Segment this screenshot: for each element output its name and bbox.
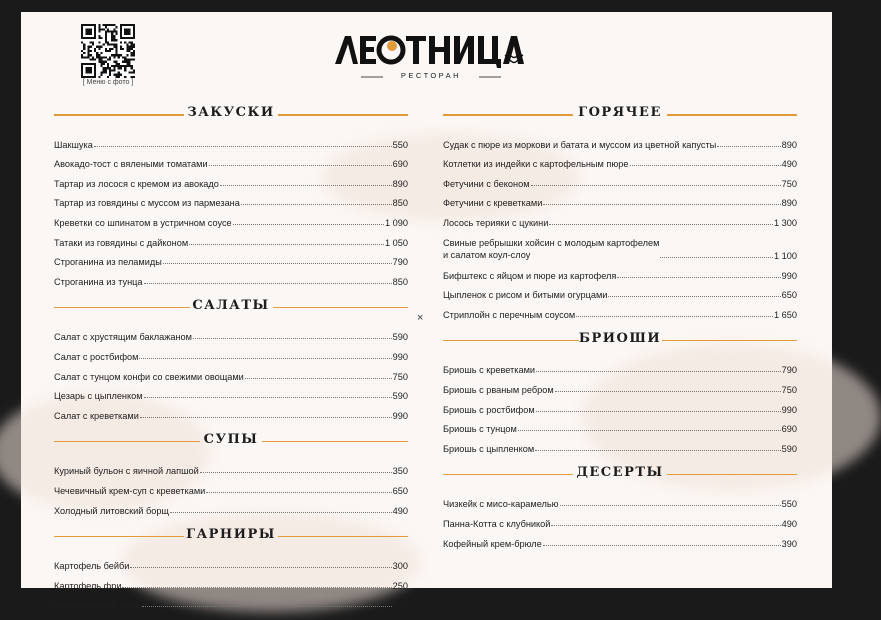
menu-item-name: Холодный литовский борщ [54, 505, 169, 516]
menu-item-name: Шакшука [54, 139, 93, 150]
menu-item [54, 591, 408, 611]
dot-leader [241, 204, 392, 205]
menu-item [443, 434, 797, 454]
dot-leader [660, 257, 773, 258]
section-header [54, 297, 408, 317]
menu-item [54, 323, 408, 343]
dot-leader [122, 587, 391, 588]
menu-item-name: Тартар из лосося с кремом из авокадо [54, 178, 219, 189]
menu-item-price: 850 [392, 276, 408, 287]
menu-item [54, 401, 408, 421]
dot-leader [518, 430, 781, 431]
menu-item-price: 550 [392, 139, 408, 150]
section-header [54, 431, 408, 451]
menu-item [443, 281, 797, 301]
dot-leader [144, 397, 392, 398]
menu-item-price: 490 [392, 505, 408, 516]
menu-item-price: 790 [392, 257, 408, 268]
menu-item [54, 496, 408, 516]
menu-item-name: Чизкейк с мисо-карамелью [443, 499, 559, 510]
menu-item-name: Картофель фри [54, 580, 122, 591]
section-title: БРИОШИ [578, 330, 662, 346]
menu-item-price: 690 [392, 159, 408, 170]
menu-item [54, 476, 408, 496]
section-header [54, 526, 408, 546]
menu-item [54, 267, 408, 287]
menu-item-name-line2: и салатом коул-слоу [443, 249, 531, 260]
menu-item-name [443, 237, 659, 261]
menu-item-price: 890 [392, 178, 408, 189]
section-header [443, 464, 797, 484]
menu-column-right [443, 104, 797, 559]
menu-item [443, 490, 797, 510]
dot-leader [608, 296, 780, 297]
section-title: ЗАКУСКИ [187, 105, 275, 120]
menu-item-name: Бриошь с тунцом [443, 424, 517, 435]
dot-leader [206, 492, 391, 493]
menu-item [443, 208, 797, 228]
menu-item [54, 150, 408, 170]
menu-item-price: 1 100 [774, 250, 797, 261]
menu-item [443, 356, 797, 376]
section-header [443, 330, 797, 350]
menu-item-price: 590 [392, 391, 408, 402]
menu-item-name: Судак с пюре из моркови и батата и муссом из цветной капусты [443, 139, 717, 150]
menu-item-price: 300 [392, 561, 408, 572]
menu-item [54, 228, 408, 248]
dot-leader [551, 525, 780, 526]
menu-item [54, 189, 408, 209]
dot-leader [94, 146, 392, 147]
section-title: ГАРНИРЫ [186, 526, 276, 542]
menu-item-name: Кофейный крем-брюле [443, 538, 542, 549]
menu-item [443, 415, 797, 435]
dot-leader [130, 567, 391, 568]
menu-item-price: 550 [781, 499, 797, 510]
menu-item-price: 690 [781, 424, 797, 435]
menu-item-name: Бриошь с цыпленком [443, 443, 535, 454]
menu-item-name: Бриошь с рваным ребром [443, 384, 554, 395]
menu-item-name: Лосось терияки с цукини [443, 217, 549, 228]
section-gap [54, 421, 408, 431]
dot-leader [576, 316, 773, 317]
menu-item-price: 1 650 [774, 309, 797, 320]
dot-leader [536, 371, 781, 372]
logo-subtitle: РЕСТОРАН [400, 71, 462, 80]
menu-item [443, 395, 797, 415]
dot-leader [170, 512, 392, 513]
menu-item-name: Авокадо-тост с вялеными томатами [54, 159, 208, 170]
section-gap [54, 516, 408, 526]
menu-item-name: Цыпленок с рисом и битыми огурцами [443, 290, 608, 301]
menu-column-left [54, 104, 408, 620]
menu-item-name: Салат с тунцом конфи со свежими овощами [54, 371, 244, 382]
dot-leader [209, 165, 392, 166]
dot-leader [560, 505, 781, 506]
menu-item [54, 571, 408, 591]
section-gap [54, 287, 408, 297]
section-title: САЛАТЫ [192, 297, 270, 313]
menu-item [443, 150, 797, 170]
menu-item-price: 650 [392, 485, 408, 496]
dot-leader [543, 545, 781, 546]
menu-item-name: Куриный бульон с яичной лапшой [54, 466, 199, 477]
menu-item-name: Цезарь с цыпленком [54, 391, 143, 402]
dot-leader [142, 606, 392, 607]
dot-leader [245, 378, 392, 379]
dot-leader [233, 224, 384, 225]
logo-wordmark [331, 28, 526, 72]
dot-leader [189, 244, 384, 245]
menu-item-name: Чечевичный крем-суп с креветками [54, 485, 206, 496]
dot-leader [617, 277, 780, 278]
menu-item [54, 457, 408, 477]
menu-item-name: Бриошь с креветками [443, 365, 536, 376]
menu-item-name: Салат с креветками [54, 410, 139, 421]
dot-leader [163, 263, 392, 264]
dot-leader [717, 146, 780, 147]
menu-item-price: 790 [781, 365, 797, 376]
menu-item-price: 350 [392, 466, 408, 477]
menu-item-price: 990 [392, 351, 408, 362]
section-title: ДЕСЕРТЫ [576, 464, 664, 480]
dot-leader [193, 338, 392, 339]
menu-item-name: Фетучини с беконом [443, 178, 530, 189]
menu-item-name: Стриплойн с перечным соусом [443, 309, 576, 320]
menu-item-price: 490 [781, 159, 797, 170]
menu-item-price: 590 [392, 332, 408, 343]
restaurant-logo [331, 28, 526, 84]
menu-item-name: Тартар из говядины с муссом из пармезана [54, 198, 240, 209]
menu-item-name: Салат с ростбифом [54, 351, 139, 362]
dot-leader [220, 185, 392, 186]
menu-item-price: 650 [781, 290, 797, 301]
dot-leader [139, 358, 391, 359]
menu-item [443, 509, 797, 529]
menu-item-price: 890 [781, 139, 797, 150]
menu-item [54, 169, 408, 189]
qr-code-icon[interactable] [81, 24, 135, 78]
menu-item [54, 362, 408, 382]
menu-item-price: 490 [781, 518, 797, 529]
section-title: СУПЫ [203, 431, 259, 447]
dot-leader [543, 204, 780, 205]
menu-item-price: 250 [392, 580, 408, 591]
menu-item-price: 850 [392, 198, 408, 209]
menu-item-name: Креветки со шпинатом в устричном соусе [54, 217, 232, 228]
dot-leader [536, 411, 781, 412]
menu-item [54, 248, 408, 268]
section-title: ГОРЯЧЕЕ [578, 105, 662, 120]
dot-leader [144, 283, 392, 284]
section-header [54, 104, 408, 124]
dot-leader [549, 224, 773, 225]
menu-item-price: 990 [392, 410, 408, 421]
menu-item-price: 590 [781, 443, 797, 454]
menu-item-name: Строганина из тунца [54, 276, 143, 287]
menu-item-name: Татаки из говядины с дайконом [54, 237, 189, 248]
menu-item-price: 990 [781, 404, 797, 415]
dot-leader [535, 450, 780, 451]
menu-item-name-line1: Свиные ребрышки хойсин с молодым картофелем [443, 237, 660, 248]
menu-item-name: Панна-Котта с клубникой [443, 518, 551, 529]
menu-item-name: Салат с хрустящим баклажаном [54, 332, 192, 343]
qr-caption: [ Меню с фото ] [82, 79, 134, 86]
menu-item-price: 1 300 [774, 217, 797, 228]
dot-leader [140, 417, 392, 418]
menu-item-name: Фетучини с креветками [443, 198, 543, 209]
menu-item-price: 750 [781, 178, 797, 189]
menu-item-name: Строганина из пеламиды [54, 257, 162, 268]
dot-leader [531, 185, 781, 186]
menu-item [443, 228, 797, 261]
menu-item-price: 890 [781, 198, 797, 209]
dot-leader [630, 165, 781, 166]
menu-item-name: Картофель бейби [54, 561, 130, 572]
dot-leader [200, 472, 392, 473]
menu-item-price: 1 090 [385, 217, 408, 228]
close-icon[interactable]: × [417, 312, 424, 324]
menu-item-price: 750 [392, 371, 408, 382]
section-header [443, 104, 797, 124]
menu-item [443, 169, 797, 189]
section-gap [443, 549, 797, 559]
menu-item [443, 375, 797, 395]
menu-item [443, 189, 797, 209]
menu-item [443, 261, 797, 281]
menu-item [54, 382, 408, 402]
menu-item [54, 552, 408, 572]
menu-item-name: Котлетки из индейки с картофельным пюре [443, 159, 629, 170]
menu-item-name: Бифштекс с яйцом и пюре из картофеля [443, 270, 617, 281]
menu-item [54, 208, 408, 228]
section-gap [443, 320, 797, 330]
menu-item [54, 130, 408, 150]
menu-item-name: Бриошь с ростбифом [443, 404, 535, 415]
section-gap [443, 454, 797, 464]
menu-item [443, 300, 797, 320]
section-gap [54, 610, 408, 620]
menu-item-name: Картофельное пюре [54, 600, 142, 611]
dot-leader [555, 391, 781, 392]
menu-item-price: 750 [781, 384, 797, 395]
menu-page [21, 12, 832, 611]
menu-item-price: 990 [781, 270, 797, 281]
menu-item-price: 1 050 [385, 237, 408, 248]
menu-item-price: 300 [392, 600, 408, 611]
menu-item-price: 390 [781, 538, 797, 549]
menu-item [54, 342, 408, 362]
menu-item [443, 529, 797, 549]
menu-item [443, 130, 797, 150]
